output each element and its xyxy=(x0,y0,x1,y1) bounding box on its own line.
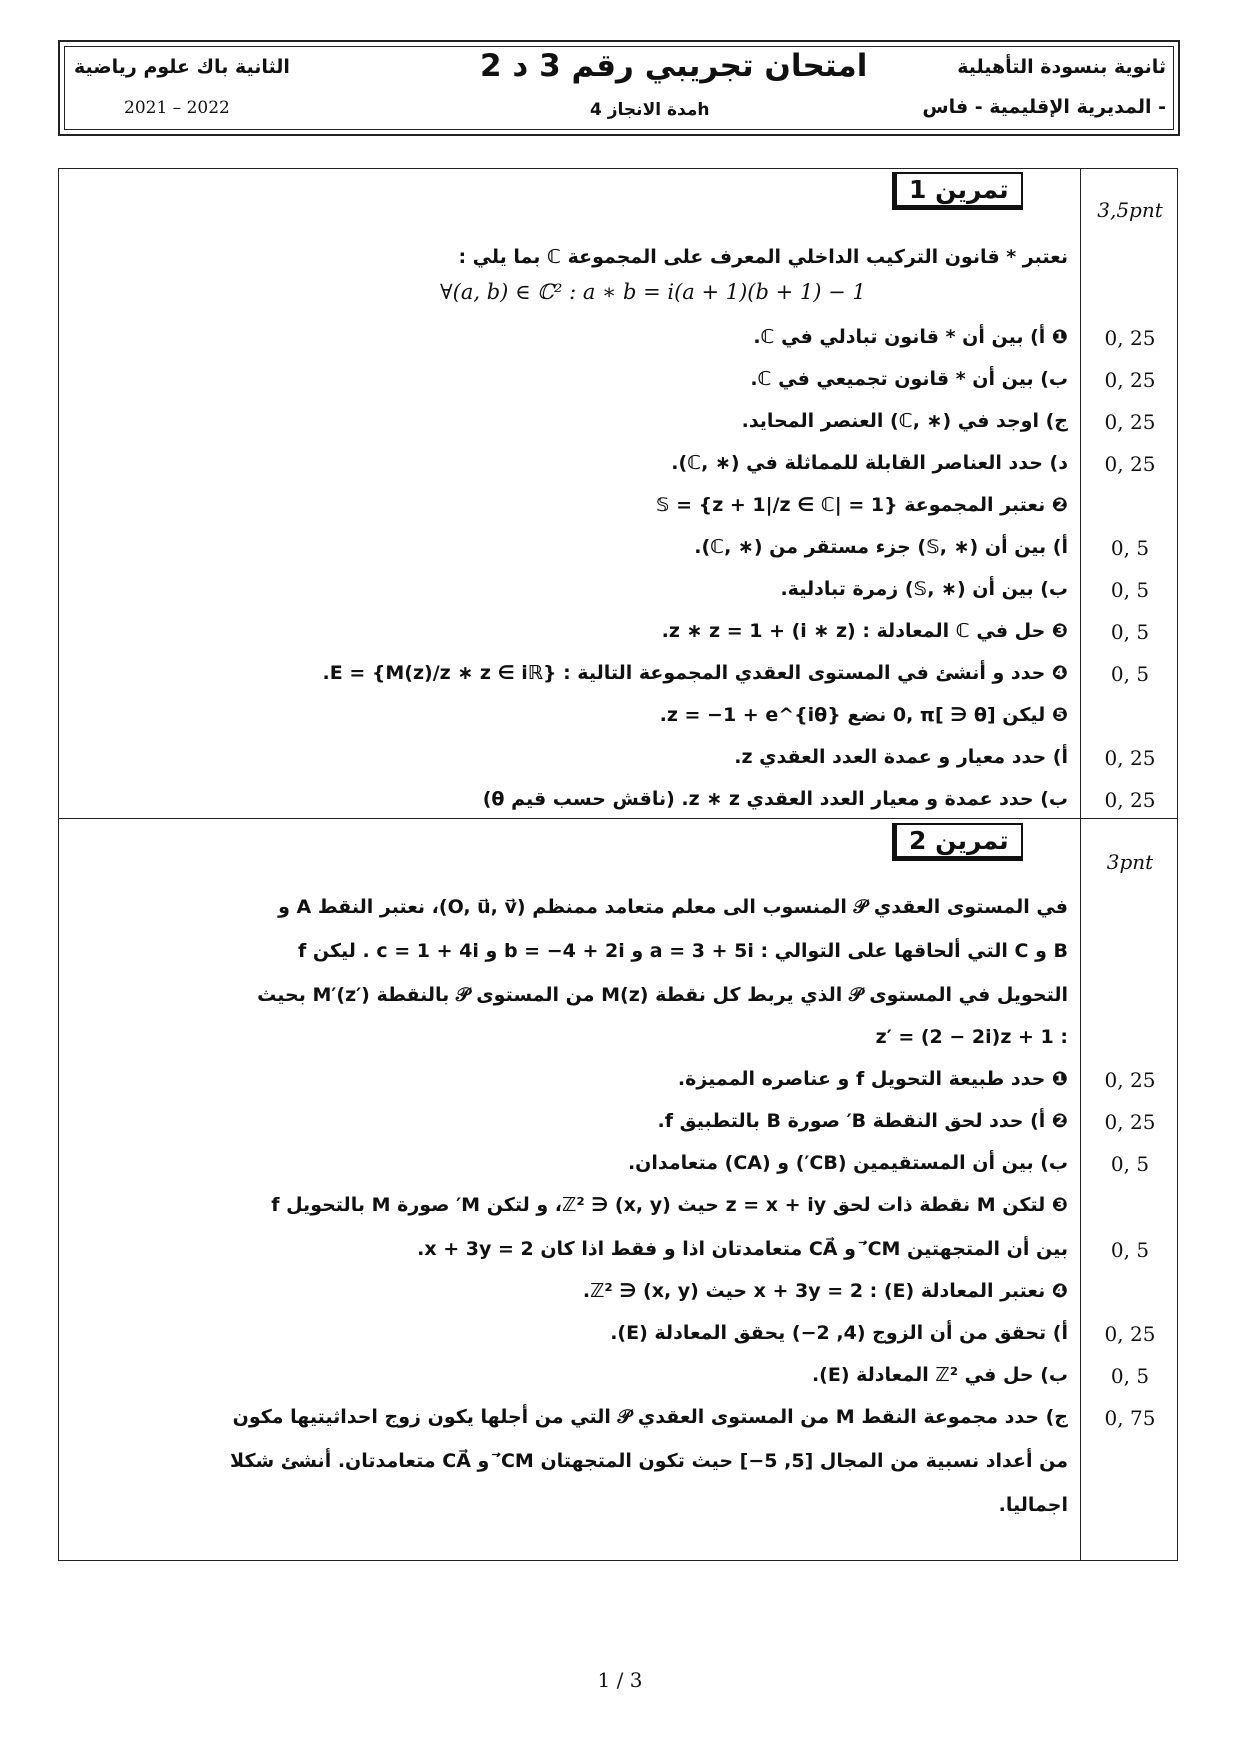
exercise1-title: تمرين 1 xyxy=(892,172,1023,210)
page-number: 1 / 3 xyxy=(597,1668,643,1692)
exercise2-q2b-points: 0, 5 xyxy=(1110,1152,1150,1176)
exercise1-q5b-points: 0, 25 xyxy=(1104,788,1156,812)
exercise1-law-definition: ∀(a, b) ∈ ℂ² : a ∗ b = i(a + 1)(b + 1) − 1 xyxy=(440,280,866,304)
exercise2-q4b: ب) حل في ℤ² المعادلة (E). xyxy=(811,1364,1068,1386)
exercise1-q5a: أ) حدد معيار و عمدة العدد العقدي z. xyxy=(734,746,1068,768)
exercise1-q3-points: 0, 5 xyxy=(1110,620,1150,644)
points-column-divider xyxy=(1080,168,1081,1561)
exercise2-total-points: 3pnt xyxy=(1106,850,1154,874)
exercise1-q3: ❸ حل في ℂ المعادلة : z ∗ z = 1 + (i ∗ z). xyxy=(661,620,1068,642)
exercise2-q1: ❶ حدد طبيعة التحويل f و عناصره المميزة. xyxy=(677,1068,1068,1090)
exercise1-q1d: د) حدد العناصر القابلة للمماثلة في (∗ ,ℂ). xyxy=(671,452,1068,474)
exercise1-q5: ❺ ليكن [θ ∈ ]0, π نضع z = −1 + e^{iθ}. xyxy=(659,704,1068,726)
exercise1-q5a-points: 0, 25 xyxy=(1104,746,1156,770)
exercise2-q4b-points: 0, 5 xyxy=(1110,1364,1150,1388)
exercise1-q2a: أ) بين أن (∗ ,𝕊) جزء مستقر من (∗ ,ℂ). xyxy=(694,536,1068,558)
exam-header xyxy=(58,40,1180,136)
exercise2-q4a: أ) تحقق من أن الزوج (4, 2−) يحقق المعادلة (E). xyxy=(610,1322,1068,1344)
school-year: 2021 – 2022 xyxy=(124,98,230,118)
exercise2-q2b: ب) بين أن المستقيمين (CB′) و (CA) متعامدان. xyxy=(627,1152,1068,1174)
exercise2-intro-2: التحويل في المستوى 𝒫 الذي يربط كل نقطة M(z) من المستوى 𝒫 بالنقطة M′(z′) بحيث xyxy=(257,984,1068,1006)
exercise2-q1-points: 0, 25 xyxy=(1104,1068,1156,1092)
exercise1-q2-set: ❷ نعتبر المجموعة {1 = |z + 1|/z ∈ ℂ} = 𝕊 xyxy=(655,494,1068,516)
exercise2-q4a-points: 0, 25 xyxy=(1104,1322,1156,1346)
exercise1-q2a-points: 0, 5 xyxy=(1110,536,1150,560)
exercise1-q5b: ب) حدد عمدة و معيار العدد العقدي z ∗ z. (ناقش حسب قيم θ) xyxy=(482,788,1068,810)
exercise1-q1c-points: 0, 25 xyxy=(1104,410,1156,434)
exercise1-q4: ❹ حدد و أنشئ في المستوى العقدي المجموعة التالية : {E = {M(z)/z ∗ z ∈ iℝ. xyxy=(322,662,1068,684)
exam-title: امتحان تجريبي رقم 3 د 2 xyxy=(480,48,868,84)
exercise2-q3-points: 0, 5 xyxy=(1110,1238,1150,1262)
exercise1-q4-points: 0, 5 xyxy=(1110,662,1150,686)
exercise2-q4-intro: ❹ نعتبر المعادلة x + 3y = 2 : (E) حيث (x, y) ∈ ℤ². xyxy=(582,1280,1068,1302)
class-level: الثانية باك علوم رياضية xyxy=(74,56,290,78)
exercise2-q4c-line3: اجماليا. xyxy=(998,1494,1068,1516)
exercise1-line-0: نعتبر * قانون التركيب الداخلي المعرف على المجموعة ℂ بما يلي : xyxy=(458,246,1068,268)
exercise1-q1a-points: 0, 25 xyxy=(1104,326,1156,350)
school-name: ثانوية بنسودة التأهيلية xyxy=(957,56,1166,78)
exercise-divider xyxy=(58,818,1178,819)
exercise2-title: تمرين 2 xyxy=(892,823,1023,861)
exercise2-q4c-points: 0, 75 xyxy=(1104,1406,1156,1430)
exercise1-total-points: 3,5pnt xyxy=(1097,198,1163,222)
exercise2-q3-intro: ❸ لتكن M نقطة ذات لحق z = x + iy حيث (x, y) ∈ ℤ²، و لتكن M′ صورة M بالتحويل f xyxy=(271,1194,1068,1216)
exercise1-q1d-points: 0, 25 xyxy=(1104,452,1156,476)
exercise1-q1b: ب) بين أن * قانون تجميعي في ℂ. xyxy=(750,368,1068,390)
exercise2-q4c-line2: من أعداد نسبية من المجال [5, 5−] حيث تكون المتجهتان CM′⃗ و CA⃗ متعامدتان. أنشئ شكلا xyxy=(230,1450,1068,1472)
exam-duration: مدة الانجاز 4h xyxy=(590,100,710,120)
exercise1-q2b: ب) بين أن (∗ ,𝕊) زمرة تبادلية. xyxy=(780,578,1068,600)
exercise2-q3: بين أن المتجهتين CM′⃗ و CA⃗ متعامدتان اذا و فقط اذا كان x + 3y = 2. xyxy=(417,1238,1068,1260)
exercise2-q4c-line1: ج) حدد مجموعة النقط M من المستوى العقدي 𝒫 التي من أجلها يكون زوج احداثيتيها مكون xyxy=(232,1406,1068,1428)
exercise1-q2b-points: 0, 5 xyxy=(1110,578,1150,602)
exercise2-q2a-points: 0, 25 xyxy=(1104,1110,1156,1134)
exercise2-intro-3: : z′ = (2 − 2i)z + 1 xyxy=(875,1026,1068,1048)
exercise2-intro-1: B و C التي ألحاقها على التوالي : a = 3 + 5i و b = −4 + 2i و c = 1 + 4i . ليكن f xyxy=(298,940,1068,962)
directorate-name: المديرية الإقليمية - فاس - xyxy=(922,96,1166,118)
exercise2-intro-0: في المستوى العقدي 𝒫 المنسوب الى معلم متعامد ممنظم (O, u⃗, v⃗)، نعتبر النقط A و xyxy=(278,896,1068,918)
exercise1-q1a: ❶ أ) بين أن * قانون تبادلي في ℂ. xyxy=(753,326,1068,348)
exercise2-q2a: ❷ أ) حدد لحق النقطة B′ صورة B بالتطبيق f. xyxy=(657,1110,1068,1132)
exercise1-q1b-points: 0, 25 xyxy=(1104,368,1156,392)
exercise1-q1c: ج) اوجد في (∗ ,ℂ) العنصر المحايد. xyxy=(741,410,1068,432)
